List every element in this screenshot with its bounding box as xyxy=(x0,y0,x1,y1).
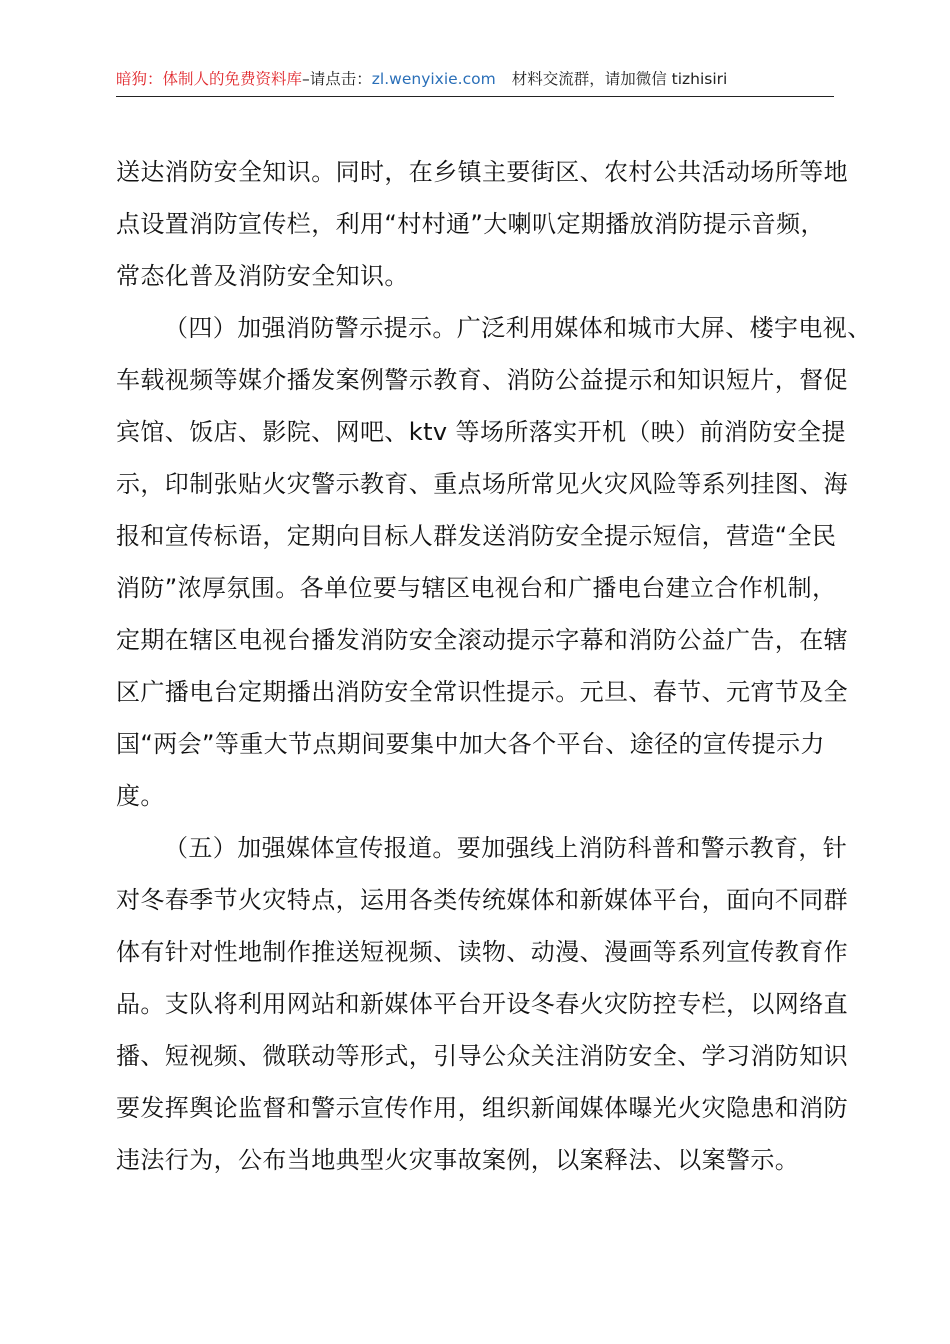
body-line-10: 定期在辖区电视台播发消防安全滚动提示字幕和消防公益广告，在辖 xyxy=(116,626,848,654)
body-line-7: 示，印制张贴火灾警示教育、重点场所常见火灾风险等系列挂图、海 xyxy=(116,470,848,498)
page-header xyxy=(116,66,834,97)
document-body xyxy=(116,146,872,1186)
body-line-1: 送达消防安全知识。同时，在乡镇主要街区、农村公共活动场所等地 xyxy=(116,158,848,186)
body-line-11: 区广播电台定期播出消防安全常识性提示。元旦、春节、元宵节及全 xyxy=(116,678,848,706)
body-line-19: 要发挥舆论监督和警示宣传作用，组织新闻媒体曝光火灾隐患和消防 xyxy=(116,1094,848,1122)
body-line-12: 国“两会”等重大节点期间要集中加大各个平台、途径的宣传提示力 xyxy=(116,730,825,758)
body-line-6: 宾馆、饭店、影院、网吧、ktv 等场所落实开机（映）前消防安全提 xyxy=(116,418,846,446)
body-line-3: 常态化普及消防安全知识。 xyxy=(116,262,409,290)
header-site-name: 暗狗：体制人的免费资料库 xyxy=(116,70,303,88)
body-line-2: 点设置消防宣传栏，利用“村村通”大喇叭定期播放消防提示音频， xyxy=(116,210,825,238)
header-url-link[interactable]: zl.wenyixie.com xyxy=(371,70,496,88)
body-line-8: 报和宣传标语，定期向目标人群发送消防安全提示短信，营造“全民 xyxy=(116,522,837,550)
section-5-heading-line: （五）加强媒体宣传报道。要加强线上消防科普和警示教育，针 xyxy=(164,834,848,862)
body-line-13: 度。 xyxy=(116,782,165,810)
body-line-17: 品。支队将利用网站和新媒体平台开设冬春火灾防控专栏，以网络直 xyxy=(116,990,848,1018)
body-line-18: 播、短视频、微联动等形式，引导公众关注消防安全、学习消防知识 xyxy=(116,1042,848,1070)
header-group-text: 材料交流群，请加微信 tizhisiri xyxy=(511,70,728,88)
header-click-prompt: –请点击： xyxy=(302,70,372,88)
body-line-20: 违法行为，公布当地典型火灾事故案例，以案释法、以案警示。 xyxy=(116,1146,800,1174)
body-line-16: 体有针对性地制作推送短视频、读物、动漫、漫画等系列宣传教育作 xyxy=(116,938,848,966)
body-line-5: 车载视频等媒介播发案例警示教育、消防公益提示和知识短片，督促 xyxy=(116,366,848,394)
section-4-heading-line: （四）加强消防警示提示。广泛利用媒体和城市大屏、楼宇电视、 xyxy=(164,314,872,342)
body-line-15: 对冬春季节火灾特点，运用各类传统媒体和新媒体平台，面向不同群 xyxy=(116,886,848,914)
body-line-9: 消防”浓厚氛围。各单位要与辖区电视台和广播电台建立合作机制， xyxy=(116,574,837,602)
